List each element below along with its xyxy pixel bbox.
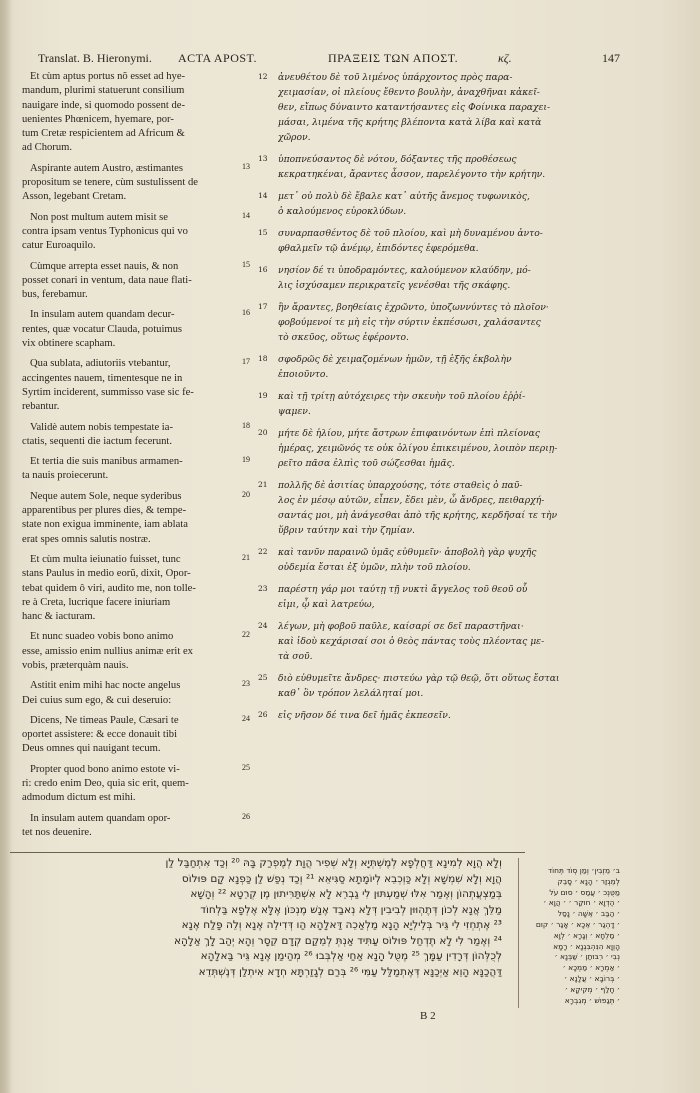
verse-line: ctatis, sequenti die iactum fecerunt. — [22, 435, 173, 447]
hebrew-text-block — [12, 856, 502, 980]
verse-line: ἐποιοῦντο. — [278, 369, 329, 380]
hebrew-line: הֲוָא וְלָא שִׁמְשָׁא וְלָא כַּוְכְבֵא לְיוֹמָתָא סַגִּיאֵא ²¹ וְכַד נְפַשׁ לַן כַּפְנָא קָם פּוּלוֹס — [181, 872, 502, 885]
notes-divider — [518, 858, 519, 1008]
greek-verse — [258, 708, 578, 723]
greek-verse — [258, 152, 578, 182]
verse-line: φοβούμενοί τε μὴ εἰς τὴν σύρτιν ἐκπέσωσι, χαλάσαντες — [278, 317, 541, 328]
latin-verse — [22, 812, 250, 841]
verse-line: ἀνευθέτου δὲ τοῦ λιμένος ὑπάρχοντος πρὸς παρα- — [278, 72, 513, 83]
greek-verse — [258, 619, 578, 664]
greek-verse — [258, 545, 578, 575]
verse-line: διὸ εὐθυμεῖτε ἄνδρες· πιστεύω γὰρ τῷ θεῷ, ὅτι οὕτως ἔσται — [278, 673, 560, 684]
verse-line: tet nos deuenire. — [22, 826, 92, 838]
verse-line: Dei cuius sum ego, & cui deseruio: — [22, 694, 172, 706]
verse-line: uenientes Phœnicem, hyemare, por- — [22, 113, 174, 125]
verse-line: οὐδεμία ἔσται ἐξ ὑμῶν, πλὴν τοῦ πλοίου. — [278, 562, 471, 573]
hebrew-line: לְכֻלְּהוֹן דְּרָדִין עַמָּךְ ²⁵ מֶטֻּל הָנָא אַחַי אַלְבְּבוּ ²⁶ מְהַימַן אֶנָא גֵּיר בַּאלָהָא — [200, 950, 502, 962]
verse-line: rentes, quæ vocatur Clauda, potuimus — [22, 323, 183, 335]
verse-line: μάσαι, λιμένα τῆς κρήτης βλέποντα κατὰ λίβα καὶ κατὰ — [278, 117, 542, 128]
verse-number: 21 — [242, 552, 250, 562]
verse-number: 15 — [258, 228, 268, 237]
verse-line: erat spes omnis salutis nostræ. — [22, 533, 151, 545]
verse-number: 17 — [242, 357, 250, 367]
verse-number: 25 — [242, 762, 250, 772]
margin-note-line: ׳ חָלַף ׳ מְקִיקָא ׳ — [564, 984, 620, 994]
greek-verse — [258, 426, 578, 471]
verse-line: nauigare inde, si quomodo possent de- — [22, 99, 185, 111]
latin-verse — [22, 211, 250, 254]
verse-line: Et tertia die suis manibus armamen- — [30, 456, 183, 468]
verse-number: 14 — [258, 191, 268, 200]
verse-number: 20 — [258, 428, 268, 437]
verse-line: νησίον δέ τι ὑποδραμόντες, καλούμενον κλαύδην, μό- — [278, 265, 531, 276]
verse-line: oportet assistere: & ecce donauit tibi — [22, 729, 178, 741]
verse-number: 19 — [242, 455, 250, 465]
verse-line: ta nauis proiecerunt. — [22, 470, 109, 482]
greek-verse — [258, 70, 578, 145]
latin-verse — [22, 455, 250, 484]
verse-number: 16 — [242, 308, 250, 318]
margin-note-line: ׳ תְּגַפוּשׁ ׳ מְגִבְרָא — [564, 995, 620, 1005]
latin-verse — [22, 308, 250, 351]
latin-verse — [22, 357, 250, 414]
verse-line: Validè autem nobis tempestate ia- — [30, 421, 173, 433]
verse-line: πολλῆς δὲ ἀσιτίας ὑπαρχούσης, τότε σταθεὶς ὁ παῦ- — [278, 480, 523, 491]
greek-verse — [258, 582, 578, 612]
margin-note-line: ׳ דָהְגַר ׳ אֵכָא ׳ אָגַר ׳ קוּם — [535, 919, 620, 929]
verse-line: esse, amissio enim nullius animæ erit ex — [22, 645, 193, 657]
verse-line: admodum dictum est mihi. — [22, 792, 136, 804]
footer-rule — [10, 852, 525, 853]
verse-line: μήτε δὲ ἡλίου, μήτε ἄστρων ἐπιφαινόντων ἐπὶ πλείονας — [278, 428, 540, 439]
verse-line: bus, ferebamur. — [22, 289, 88, 301]
latin-verse — [22, 714, 250, 757]
margin-note-line: נְבִי ׳ רִבּוּתַן ׳ שַׁבְּנָא ׳ — [554, 952, 620, 962]
margin-note-line: הָוְוָא הִנִּהְבִּגְנָא ׳ רָמָא — [553, 941, 620, 951]
verse-line: Cùmque arrepta esset nauis, & non — [30, 260, 179, 272]
verse-number: 19 — [258, 391, 268, 400]
verse-line: ρεῖτο πᾶσα ἐλπὶς τοῦ σώζεσθαι ἡμᾶς. — [278, 458, 455, 469]
latin-verse — [22, 630, 250, 673]
verse-number: 21 — [258, 480, 268, 489]
verse-line: In insulam autem quandam opor- — [30, 812, 171, 824]
verse-number: 25 — [258, 673, 268, 682]
verse-line: Et cùm aptus portus nõ esset ad hye- — [30, 71, 186, 82]
verse-line: Et cùm multa ieiunatio fuisset, tunc — [30, 553, 181, 565]
latin-verse — [22, 679, 250, 708]
verse-line: posset conari in ventum, data naue flati- — [22, 274, 192, 286]
margin-note-line: לְמֵגְזַר ׳ הָנָא ׳ סָבֵק — [557, 876, 620, 886]
verse-line: Deus omnes qui nauigant tecum. — [22, 743, 161, 755]
verse-line: ἡμέρας, χειμῶνός τε οὐκ ὀλίγου ἐπικειμένου, λοιπὸν περιῃ- — [278, 443, 558, 454]
greek-verse — [258, 189, 578, 219]
page-number: 147 — [602, 51, 620, 65]
verse-line: rebantur. — [22, 401, 60, 413]
signature-mark: B 2 — [420, 1010, 436, 1022]
verse-line: tum Cretæ respicientem ad Africum & — [22, 128, 185, 140]
verse-line: κεκρατηκέναι, ἄραντες ἆσσον, παρελέγοντο τὴν κρήτην. — [278, 169, 546, 180]
greek-verse — [258, 389, 578, 419]
verse-line: τὰ σοῦ. — [278, 651, 313, 662]
verse-line: συναρπασθέντος δὲ τοῦ πλοίου, καὶ μὴ δυναμένου ἀντο- — [278, 228, 543, 239]
header-left-center: ACTA APOST. — [178, 51, 257, 65]
verse-line: φθαλμεῖν τῷ ἀνέμῳ, ἐπιδόντες ἐφερόμεθα. — [278, 243, 479, 254]
latin-verse — [22, 70, 250, 156]
hebrew-line: וְלָא הֲוָא לְמִינָא דַּחֲלְפָא לְמֶשְׁתְּיָא וְלָא שְׁפִיר הֲוָת לְמֶפְרַק בָּהּ ²⁰ וְכַד אִתְחַבַּל לַן — [165, 857, 502, 869]
latin-column — [22, 70, 250, 846]
verse-line: tebat quidem ô viri, audito me, non tolle- — [22, 582, 196, 594]
greek-verse — [258, 671, 578, 701]
verse-number: 20 — [242, 489, 250, 499]
verse-number: 16 — [258, 265, 268, 274]
verse-number: 26 — [242, 811, 250, 821]
verse-line: Qua sublata, adiutoriis vtebantur, — [30, 358, 171, 370]
latin-verse — [22, 763, 250, 806]
verse-line: σαντάς μοι, μὴ ἀνάγεσθαι ἀπὸ τῆς κρήτης, κερδῆσαί τε τὴν — [278, 510, 558, 521]
greek-column — [258, 70, 578, 730]
verse-line: καὶ ἰδοὺ κεχάρισαί σοι ὁ θεὸς πάντας τοὺς πλέοντας με- — [278, 636, 545, 647]
verse-line: λις ἰσχύσαμεν περικρατεῖς γενέσθαι τῆς σκάφης. — [278, 280, 511, 291]
verse-number: 17 — [258, 302, 268, 311]
margin-note-line: ׳ אַמְרָא ׳ מַמְכָא ׳ — [562, 963, 620, 973]
verse-line: θεν, εἴπως δύναιντο καταντήσαντες εἰς Φοίνικα παραχει- — [278, 102, 551, 113]
verse-line: ri: credo enim Deo, quia sic erit, quem- — [22, 778, 189, 790]
verse-number: 12 — [258, 72, 268, 81]
verse-line: Syrtim inciderent, summisso vase sic fe- — [22, 386, 194, 398]
verse-number: 23 — [258, 584, 268, 593]
verse-line: apparentibus per plures dies, & tempe- — [22, 505, 187, 517]
verse-line: mandum, plurimi statuerunt consilium — [22, 85, 185, 97]
margin-note-line: ׳ מַלְחָא ׳ וְגָרָא ׳ לְוָא — [553, 930, 620, 940]
hebrew-line: בְּמַצְעֲתְהוֹן וְאֶמַר אִלּוּ שְׁמַעְתּוּן לִי גַבְרֵא לָא אִשְׁתַּרִּיתוּן מֶן קְרֵטָא ²² וְהָשָׁא — [190, 888, 502, 900]
verse-line: Dicens, Ne timeas Paule, Cæsari te — [30, 714, 179, 726]
verse-line: propositum se tenere, cùm sustulissent de — [22, 177, 198, 189]
margin-note-line: ׳ בְּרוֹבָא ׳ עֲלָנָא ׳ — [564, 973, 620, 983]
greek-verse — [258, 352, 578, 382]
verse-line: Neque autem Sole, neque syderibus — [30, 490, 182, 502]
verse-line: λέγων, μὴ φοβοῦ παῦλε, καίσαρί σε δεῖ παραστῆναι· — [278, 621, 524, 632]
verse-line: In insulam autem quandam decur- — [30, 309, 175, 321]
header-right-center: ΠΡΑΞΕΙΣ ΤΩΝ ΑΠΟΣΤ. — [328, 51, 459, 65]
hebrew-margin-notes — [520, 866, 620, 1006]
latin-verse — [22, 260, 250, 303]
verse-line: Astitit enim mihi hac nocte angelus — [30, 680, 181, 692]
verse-number: 24 — [242, 713, 250, 723]
margin-note-line: מַטֻּנְכ ׳ עֲמַס ׳ סוּם עֹל — [549, 887, 620, 897]
verse-number: 13 — [258, 154, 268, 163]
verse-line: σφοδρῶς δὲ χειμαζομένων ἡμῶν, τῇ ἑξῆς ἐκβολὴν — [278, 354, 512, 365]
verse-number: 15 — [242, 259, 250, 269]
latin-verse — [22, 421, 250, 450]
verse-line: ad Chorum. — [22, 142, 73, 154]
verse-number: 18 — [242, 420, 250, 430]
verse-line: Asson, legebant Cretam. — [22, 191, 127, 203]
verse-line: ἣν ἄραντες, βοηθείαις ἐχρῶντο, ὑποζωννύντες τὸ πλοῖον· — [278, 302, 549, 313]
verse-line: τὸ σκεῦος, οὕτως ἐφέροντο. — [278, 332, 409, 343]
verse-line: ψαμεν. — [278, 406, 311, 417]
verse-line: εἰς νῆσον δέ τινα δεῖ ἡμᾶς ἐκπεσεῖν. — [278, 710, 451, 721]
verse-number: 18 — [258, 354, 268, 363]
verse-number: 13 — [242, 161, 250, 171]
verse-line: hanc & iacturam. — [22, 611, 96, 623]
verse-line: καὶ τῇ τρίτῃ αὐτόχειρες τὴν σκευὴν τοῦ πλοίου ἐῤῥί- — [278, 391, 526, 402]
verse-line: καὶ τανῦν παραινῶ ὑμᾶς εὐθυμεῖν· ἀποβολὴ γὰρ ψυχῆς — [278, 547, 537, 558]
verse-line: vix obtinere scapham. — [22, 338, 116, 350]
greek-verse — [258, 226, 578, 256]
header-left: Translat. B. Hieronymi. — [38, 51, 152, 65]
verse-line: re à Creta, lucrique facere iniuriam — [22, 596, 171, 608]
verse-number: 14 — [242, 210, 250, 220]
verse-line: ὑποπνεύσαντος δὲ νότου, δόξαντες τῆς προθέσεως — [278, 154, 517, 165]
hebrew-line: ²⁴ וְאֶמַר לִי לָא תֶדְחַל פּוּלוֹס עַתִּיד אַנְתְּ לְמֵקַם קְדָם קֵסָר וְהָא יְהַב לָךְ אַלָהָא — [173, 934, 502, 947]
verse-line: καθ᾽ ὃν τρόπον λελάληταί μοι. — [278, 688, 424, 699]
greek-verse — [258, 263, 578, 293]
margin-note-line: ב׳ מֵזְבִין׳ וְמַן סְוֹד תְּחוֹד — [547, 866, 620, 875]
hebrew-line: דַּהֲכַנָּא הָוֵא אַיְכַנָּא דְּאֶתְמַלַּל עַמִּי ²⁶ בְּרַם לְגָזַרְתָּא חְדָא אִיתְלַן דְּנֶשְׁתְּדֵא — [198, 965, 502, 978]
verse-line: Et nunc suadeo vobis bono animo — [30, 631, 174, 643]
verse-line: χειμασίαν, οἱ πλείους ἔθεντο βουλὴν, ἀναχθῆναι κἀκεῖ- — [278, 87, 540, 98]
verse-line: χῶρον. — [278, 132, 311, 143]
verse-line: catur Euroaquilo. — [22, 240, 96, 252]
verse-line: μετ᾽ οὐ πολὺ δὲ ἔβαλε κατ᾽ αὐτῆς ἄνεμος τυφωνικὸς, — [278, 191, 530, 202]
header-chapter: κζ. — [498, 51, 512, 65]
verse-line: λος ἐν μέσῳ αὐτῶν, εἶπεν, ἔδει μὲν, ὦ ἄνδρες, πειθαρχή- — [278, 495, 545, 506]
hebrew-line: מַלֵּךְ אֲנָא לְכוֹן דְּתֶהְוּוּן לְבִיבִין דְּלָא נְאבַד אֶנָשׁ מֶנְכּוֹן אֶלָּא אֶלְפָא בַּלְחוֹד — [200, 903, 502, 916]
verse-line: Aspirante autem Austro, æstimantes — [30, 162, 183, 174]
verse-number: 23 — [242, 679, 250, 689]
verse-line: state non exigua imminente, iam ablata — [22, 519, 188, 531]
latin-verse — [22, 490, 250, 547]
verse-line: contra ipsam ventus Typhonicus qui vo — [22, 225, 188, 237]
verse-line: vobis, præterquàm nauis. — [22, 659, 129, 671]
latin-verse — [22, 553, 250, 624]
verse-line: παρέστη γάρ μοι ταύτῃ τῇ νυκτὶ ἄγγελος τοῦ θεοῦ οὗ — [278, 584, 528, 595]
hebrew-line: ²³ אֶתְחְזִי לִי גֵּיר בְּלֵילְיָא הָנָא מַלְאַכֵה דַּאלָהָא הַו דְּדִילֵה אֶנָא וְלֵה פָּלַח אֶנָא — [181, 919, 502, 931]
verse-number: 24 — [258, 621, 268, 630]
verse-line: stans Paulus in medio eorũ, dixit, Opor- — [22, 568, 191, 580]
verse-number: 26 — [258, 710, 268, 719]
verse-line: accingentes nauem, timentesque ne in — [22, 372, 183, 384]
verse-number: 22 — [242, 630, 250, 640]
verse-line: ὕβριν ταύτην καὶ τὴν ζημίαν. — [278, 525, 415, 536]
binding-shadow — [0, 0, 12, 1093]
margin-note-line: ׳ הֶדְוָא ׳ חוּקַר ׳ ׳ הֲוָא ׳ — [543, 898, 620, 908]
verse-line: ὁ καλούμενος εὐροκλύδων. — [278, 206, 407, 217]
verse-line: Non post multum autem misit se — [30, 211, 169, 223]
greek-verse — [258, 478, 578, 538]
verse-line: εἰμι, ᾧ καὶ λατρεύω, — [278, 599, 375, 610]
latin-verse — [22, 162, 250, 205]
verse-number: 22 — [258, 547, 268, 556]
greek-verse — [258, 300, 578, 345]
margin-note-line: ׳ הַבַּב ׳ אֵשָׁה ׳ נָסַל — [557, 909, 620, 919]
verse-line: Propter quod bono animo estote vi- — [30, 763, 180, 775]
